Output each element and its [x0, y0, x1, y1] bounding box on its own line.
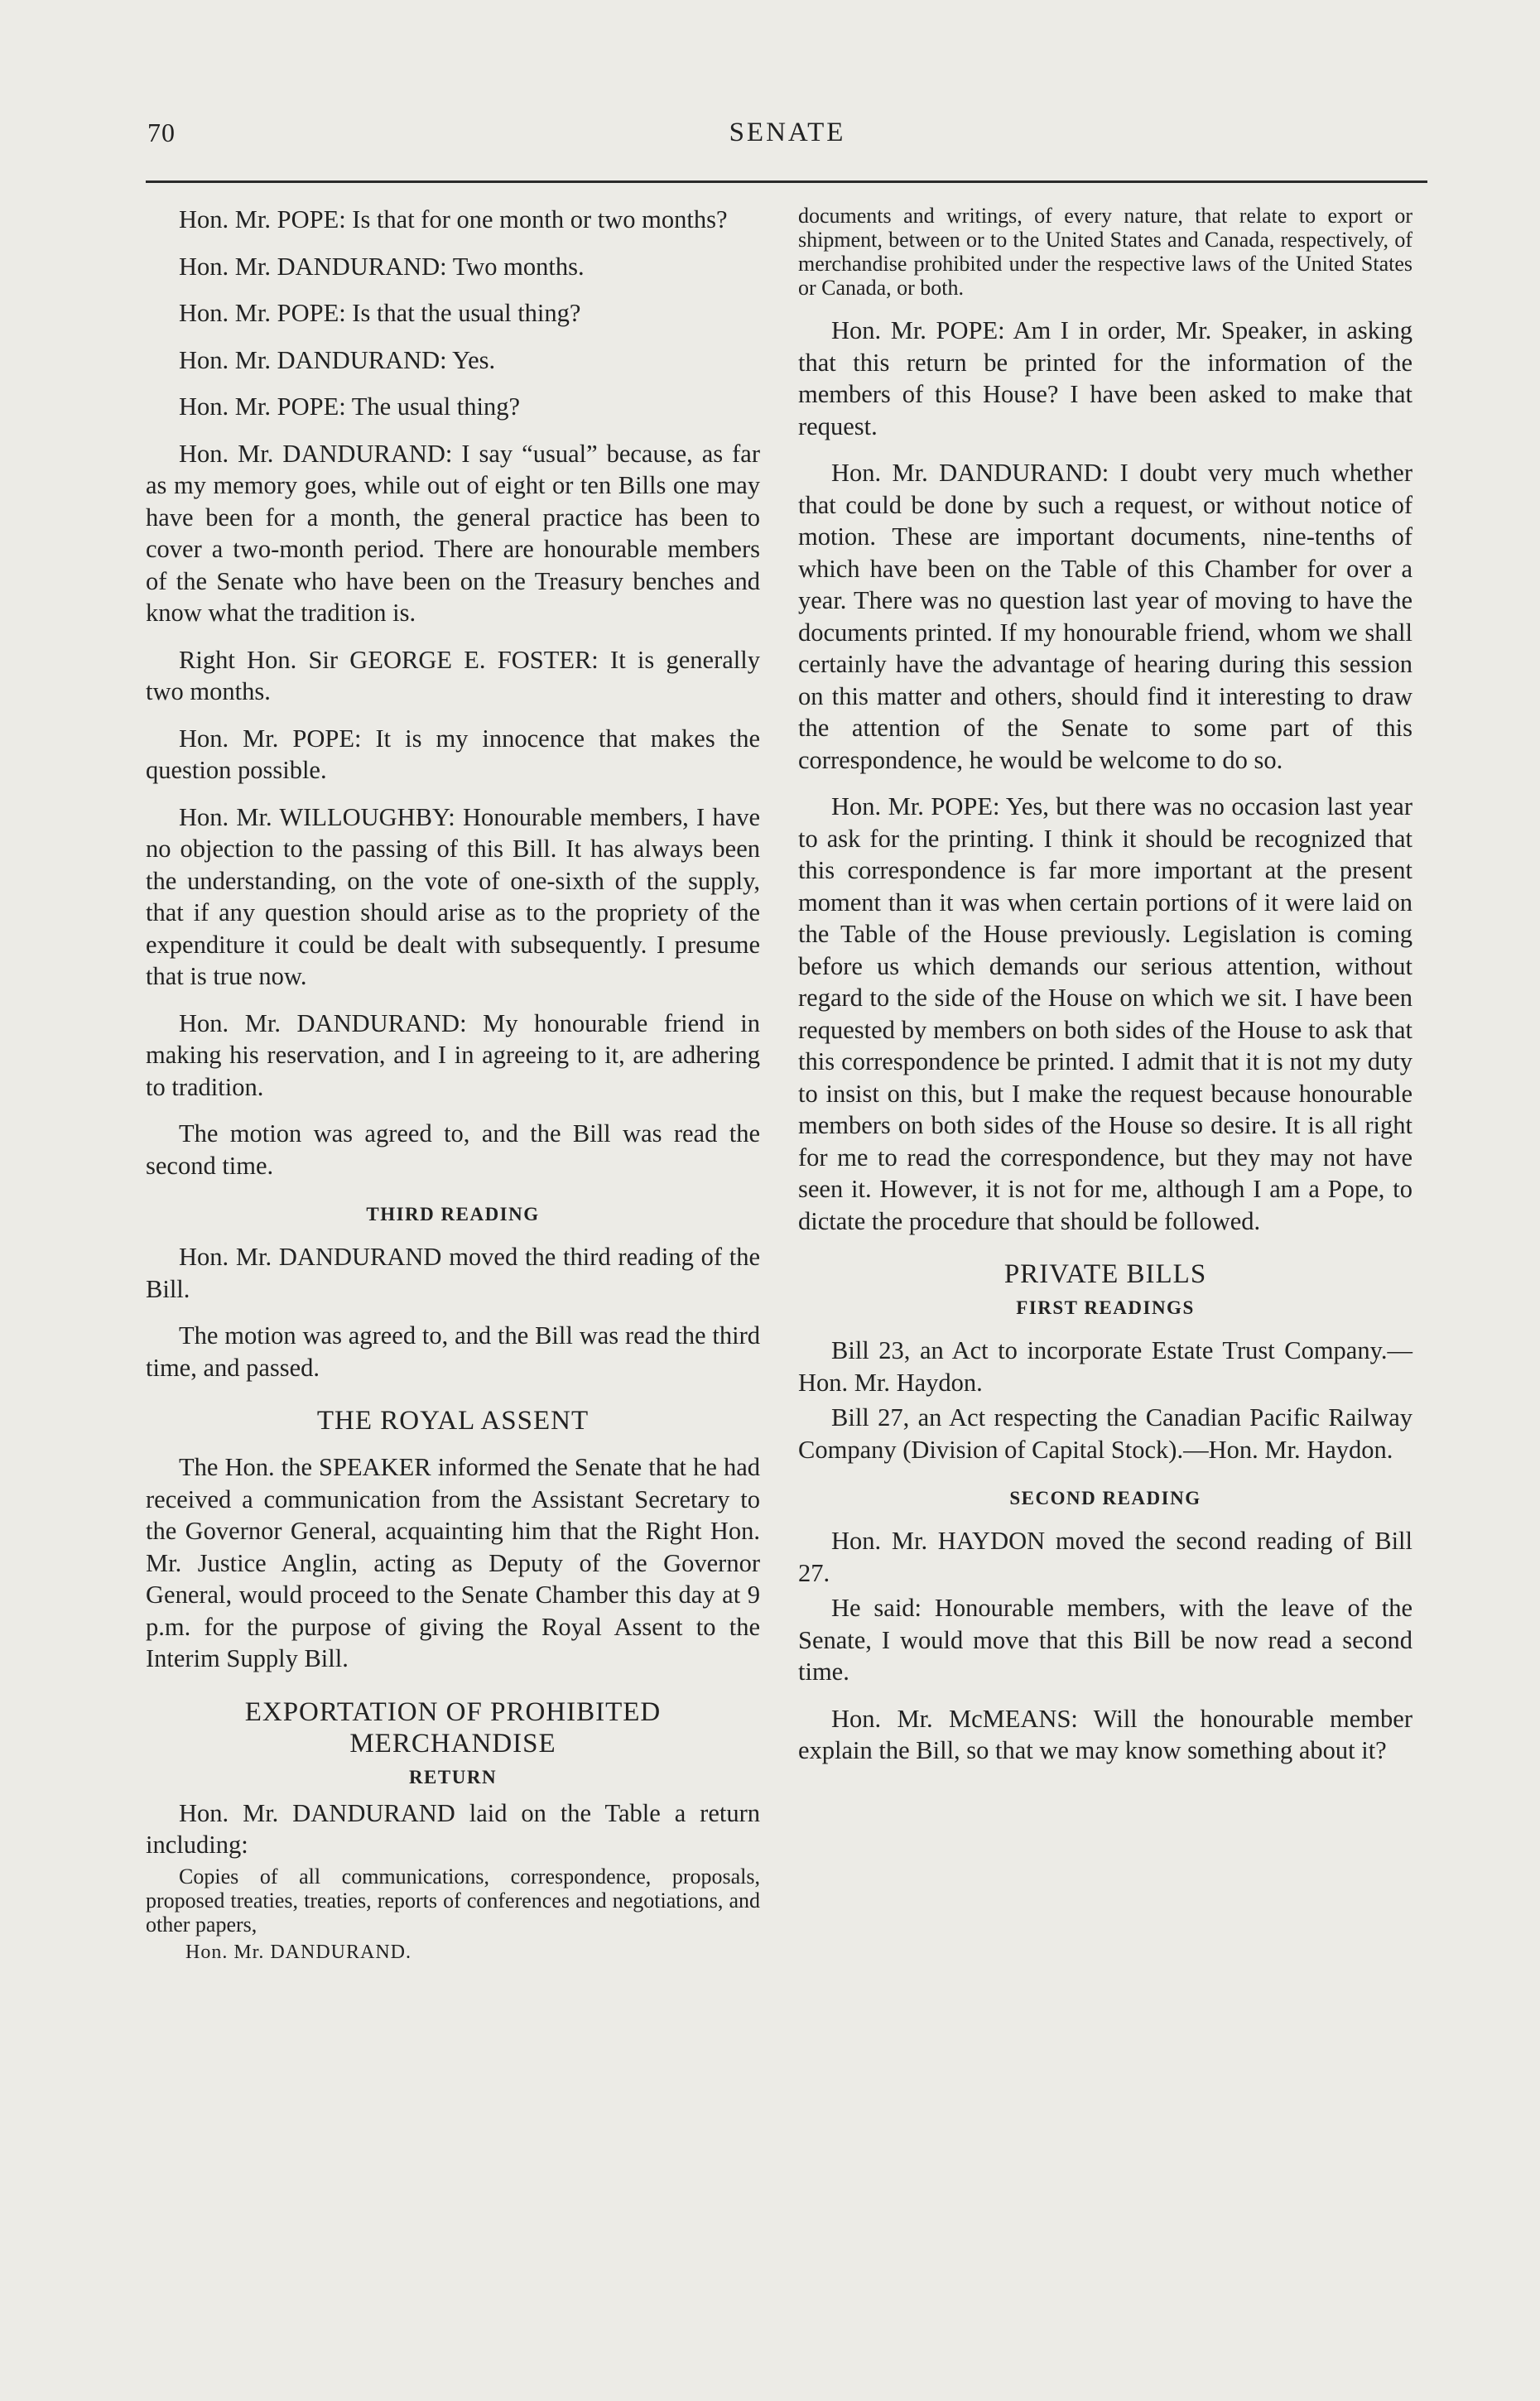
- paragraph: Hon. Mr. WILLOUGHBY: Honourable members, I have no objection to the passing of this Bill. It has always been the understanding, on the vote of one-sixth of the supply, that if any question should arise as to the propriety of the expenditure it could be dealt with subsequently. I presume that is true now.: [146, 802, 760, 990]
- paragraph: Bill 23, an Act to incorporate Estate Trust Company.—Hon. Mr. Haydon.: [798, 1336, 1412, 1397]
- page-number: 70: [147, 118, 176, 147]
- paragraph: Hon. Mr. POPE: It is my innocence that makes the question possible.: [146, 724, 760, 784]
- paragraph: The Hon. the SPEAKER informed the Senate that he had received a communication from the Assistant Secretary to the Governor General, acquainting him that the Right Hon. Mr. Justice Anglin, acting as Deputy of the Governor General, would proceed to the Senate Chamber this day at 9 p.m. for the purpose of giving the Royal Assent to the Interim Supply Bill.: [146, 1453, 760, 1672]
- paragraph: Hon. Mr. DANDURAND: I doubt very much whether that could be done by such a request, or without notice of motion. These are important documents, nine-tenths of which have been on the Table of this Chamber for over a year. There was no question last year of moving to have the documents printed. If my honourable friend, whom we shall certainly have the advantage of hearing during this session on this matter and others, should find it interesting to draw the attention of the Senate to some part of this correspondence, he would be welcome to do so.: [798, 459, 1412, 774]
- section-heading-return: RETURN: [408, 1766, 498, 1788]
- paragraph: Hon. Mr. DANDURAND moved the third reading of the Bill.: [146, 1243, 760, 1303]
- paragraph: Right Hon. Sir GEORGE E. FOSTER: It is generally two months.: [146, 645, 760, 705]
- paragraph: Hon. Mr. POPE: Am I in order, Mr. Speaker, in asking that this return be printed for the information of the members of this House? I have been asked to make that request.: [798, 316, 1412, 440]
- section-heading-first-readings: FIRST READINGS: [1016, 1297, 1195, 1318]
- paragraph: Hon. Mr. HAYDON moved the second reading of Bill 27.: [798, 1527, 1412, 1587]
- paragraph: Hon. Mr. POPE: The usual thing?: [179, 392, 521, 421]
- return-description-continued: documents and writings, of every nature, that relate to export or shipment, between or to the United States and Canada, respectively, of merchandise prohibited under the respective laws of the United States or Canada, or both.: [798, 204, 1412, 300]
- section-heading-exportation: EXPORTATION OF PROHIBITED MERCHANDISE: [244, 1696, 662, 1759]
- paragraph: Hon. Mr. DANDURAND laid on the Table a return including:: [146, 1798, 760, 1859]
- left-column: [146, 204, 760, 1965]
- running-title: SENATE: [729, 118, 846, 147]
- header-rule: [146, 180, 1427, 183]
- section-heading-second-reading: SECOND READING: [1009, 1488, 1201, 1508]
- section-heading-royal-assent: THE ROYAL ASSENT: [316, 1406, 590, 1436]
- paragraph: Hon. Mr. DANDURAND: Two months.: [179, 252, 585, 281]
- right-column: [798, 204, 1412, 1782]
- section-heading-third-reading: THIRD READING: [366, 1204, 540, 1225]
- paragraph: Hon. Mr. POPE: Yes, but there was no occasion last year to ask for the printing. I think it should be recognized that this correspondence is far more important at the present moment than it was when certain portions of it were laid on the Table of the House previously. Legislation is coming before us which demands our serious attention, without regard to the side of the House on which we sit. I have been requested by members on both sides of the House to ask that this correspondence be printed. I admit that it is not my duty to insist on this, but I make the request because honourable members on both sides of the House so desire. It is all right for me to read the correspondence, but they may not have seen it. However, it is not for me, although I am a Pope, to dictate the procedure that should be followed.: [798, 792, 1412, 1235]
- section-heading-private-bills: PRIVATE BILLS: [1003, 1259, 1207, 1289]
- paragraph: Hon. Mr. DANDURAND: My honourable friend in making his reservation, and I in agreeing to it, are adhering to tradition.: [146, 1008, 760, 1101]
- paragraph: Hon. Mr. POPE: Is that for one month or two months?: [179, 205, 728, 233]
- paragraph: He said: Honourable members, with the leave of the Senate, I would move that this Bill be now read a second time.: [798, 1594, 1412, 1686]
- signature-line: Hon. Mr. DANDURAND.: [185, 1941, 412, 1963]
- paragraph: Hon. Mr. DANDURAND: I say “usual” because, as far as my memory goes, while out of eight or ten Bills one may have been for a month, the general practice has been to cover a two-month period. There are honourable members of the Senate who have been on the Treasury benches and know what the tradition is.: [146, 439, 760, 627]
- paragraph: Hon. Mr. McMEANS: Will the honourable member explain the Bill, so that we may know something about it?: [798, 1704, 1412, 1764]
- paragraph: Hon. Mr. DANDURAND: Yes.: [179, 345, 496, 374]
- paragraph: Bill 27, an Act respecting the Canadian Pacific Railway Company (Division of Capital Stock).—Hon. Mr. Haydon.: [798, 1403, 1412, 1464]
- return-description: Copies of all communications, correspondence, proposals, proposed treaties, treaties, reports of conferences and negotiations, and other papers,: [146, 1864, 760, 1937]
- running-head: [147, 118, 1427, 164]
- paragraph: The motion was agreed to, and the Bill was read the third time, and passed.: [146, 1321, 760, 1382]
- paragraph: Hon. Mr. POPE: Is that the usual thing?: [179, 299, 581, 327]
- paragraph: The motion was agreed to, and the Bill was read the second time.: [146, 1119, 760, 1180]
